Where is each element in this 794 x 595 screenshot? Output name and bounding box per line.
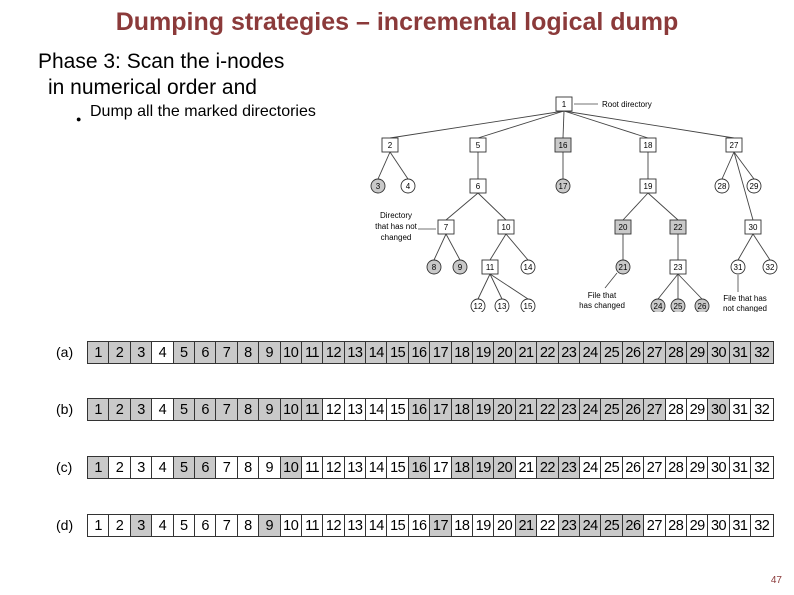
bitmap-cell: 10 <box>281 399 302 420</box>
bitmap-cell: 8 <box>238 342 259 363</box>
bitmap-cell: 30 <box>708 342 729 363</box>
node-label-2: 2 <box>387 141 393 150</box>
node-label-28: 28 <box>717 182 727 191</box>
bitmap-cell: 9 <box>259 399 280 420</box>
tree-edge <box>446 193 478 220</box>
bitmap-cell: 17 <box>430 515 451 536</box>
tree-edge <box>648 193 678 220</box>
tree-edge <box>434 234 446 260</box>
node-label-19: 19 <box>643 182 653 191</box>
bitmap-cell: 12 <box>323 515 344 536</box>
bitmap-cell: 24 <box>580 399 601 420</box>
page-number: 47 <box>770 575 782 586</box>
changed-file-label: has changed <box>579 301 625 310</box>
bitmap-cell: 26 <box>623 399 644 420</box>
tree-edge <box>658 274 678 299</box>
bitmap-cell: 13 <box>345 342 366 363</box>
bitmap-cell: 16 <box>409 342 430 363</box>
changed-file-label: File that <box>587 291 617 300</box>
bitmap-cell: 22 <box>537 399 558 420</box>
bitmap-cell: 1 <box>88 399 109 420</box>
bitmap-cell: 6 <box>195 515 216 536</box>
tree-edge <box>390 152 408 179</box>
bitmap-cell: 7 <box>216 515 237 536</box>
bitmap-cell: 2 <box>109 515 130 536</box>
bitmap-cell: 8 <box>238 399 259 420</box>
node-label-26: 26 <box>697 302 707 311</box>
node-label-16: 16 <box>558 141 568 150</box>
bitmap-cell: 24 <box>580 342 601 363</box>
bitmap-cell: 9 <box>259 342 280 363</box>
bitmap-cell: 21 <box>516 342 537 363</box>
bitmap-cell: 21 <box>516 399 537 420</box>
bitmap-cell: 12 <box>323 342 344 363</box>
bitmap-row <box>87 341 774 364</box>
bitmap-cell: 27 <box>644 342 665 363</box>
bitmap-cell: 31 <box>730 515 751 536</box>
bitmap-cell: 15 <box>387 457 408 478</box>
tree-edge <box>378 152 390 179</box>
bitmap-cell: 17 <box>430 342 451 363</box>
bitmap-row-label: (a) <box>56 344 74 360</box>
bitmap-cell: 17 <box>430 457 451 478</box>
bitmap-cell: 32 <box>751 342 772 363</box>
bitmap-cell: 9 <box>259 515 280 536</box>
bitmap-cell: 18 <box>452 457 473 478</box>
unchanged-file-label: not changed <box>722 304 768 312</box>
node-label-27: 27 <box>729 141 739 150</box>
bitmap-cell: 26 <box>623 342 644 363</box>
bitmap-cell: 26 <box>623 457 644 478</box>
bitmap-cell: 24 <box>580 515 601 536</box>
bitmap-cell: 18 <box>452 342 473 363</box>
node-label-13: 13 <box>497 302 507 311</box>
bitmap-cell: 19 <box>473 342 494 363</box>
bitmap-cell: 32 <box>751 457 772 478</box>
bitmap-cell: 25 <box>601 399 622 420</box>
bitmap-cell: 2 <box>109 399 130 420</box>
bitmap-cell: 10 <box>281 515 302 536</box>
tree-edge <box>564 111 648 138</box>
node-label-23: 23 <box>673 263 683 272</box>
bullet-text: Dump all the marked directories <box>90 103 316 120</box>
tree-edge <box>506 234 528 260</box>
bitmap-cell: 19 <box>473 515 494 536</box>
bitmap-cell: 30 <box>708 515 729 536</box>
node-label-30: 30 <box>748 223 758 232</box>
bitmap-cell: 32 <box>751 399 772 420</box>
bitmap-cell: 9 <box>259 457 280 478</box>
node-label-24: 24 <box>653 302 663 311</box>
tree-edge <box>478 193 506 220</box>
tree-edge <box>446 234 460 260</box>
node-label-7: 7 <box>443 223 449 232</box>
bitmap-cell: 21 <box>516 457 537 478</box>
bitmap-cell: 10 <box>281 457 302 478</box>
bitmap-cell: 14 <box>366 515 387 536</box>
bitmap-cell: 7 <box>216 399 237 420</box>
bitmap-cell: 11 <box>302 342 323 363</box>
bitmap-cell: 23 <box>559 342 580 363</box>
bitmap-cell: 8 <box>238 457 259 478</box>
bitmap-cell: 14 <box>366 457 387 478</box>
bitmap-cell: 19 <box>473 457 494 478</box>
tree-edge <box>563 111 564 138</box>
bitmap-row <box>87 456 774 479</box>
node-label-17: 17 <box>558 182 568 191</box>
tree-edge <box>738 234 753 260</box>
bitmap-cell: 28 <box>666 399 687 420</box>
bitmap-cell: 1 <box>88 457 109 478</box>
bitmap-cell: 24 <box>580 457 601 478</box>
bitmap-cell: 5 <box>174 457 195 478</box>
bitmap-cell: 31 <box>730 457 751 478</box>
bitmap-cell: 22 <box>537 515 558 536</box>
bitmap-cell: 13 <box>345 457 366 478</box>
tree-edge <box>753 234 770 260</box>
bitmap-cell: 11 <box>302 515 323 536</box>
bitmap-cell: 25 <box>601 515 622 536</box>
unchanged-dir-label: Directory <box>379 211 413 220</box>
node-label-8: 8 <box>431 263 437 272</box>
node-label-11: 11 <box>485 263 495 272</box>
bitmap-cell: 18 <box>452 515 473 536</box>
node-label-10: 10 <box>501 223 511 232</box>
changed-file-pointer <box>605 273 617 288</box>
bitmap-cell: 31 <box>730 399 751 420</box>
bitmap-cell: 29 <box>687 399 708 420</box>
node-label-21: 21 <box>618 263 628 272</box>
bitmap-cell: 29 <box>687 342 708 363</box>
tree-edge <box>390 111 564 138</box>
bitmap-cell: 4 <box>152 342 173 363</box>
tree-edge <box>478 111 564 138</box>
bitmap-cell: 32 <box>751 515 772 536</box>
bitmap-cell: 15 <box>387 342 408 363</box>
bitmap-cell: 31 <box>730 342 751 363</box>
bitmap-cell: 2 <box>109 457 130 478</box>
bitmap-cell: 30 <box>708 457 729 478</box>
bitmap-cell: 16 <box>409 457 430 478</box>
tree-edge <box>722 152 734 179</box>
bitmap-cell: 3 <box>131 399 152 420</box>
bitmap-cell: 3 <box>131 342 152 363</box>
bitmap-cell: 23 <box>559 457 580 478</box>
tree-edge <box>478 274 490 299</box>
bitmap-cell: 5 <box>174 342 195 363</box>
bitmap-cell: 2 <box>109 342 130 363</box>
tree-edge <box>678 274 702 299</box>
tree-edge <box>564 111 734 138</box>
bitmap-cell: 18 <box>452 399 473 420</box>
node-label-6: 6 <box>475 182 481 191</box>
unchanged-file-label: File that has <box>723 294 767 303</box>
slide-title: Dumping strategies – incremental logical dump <box>115 8 679 36</box>
bitmap-cell: 22 <box>537 457 558 478</box>
node-label-1: 1 <box>561 100 567 109</box>
bitmap-cell: 6 <box>195 457 216 478</box>
node-label-22: 22 <box>673 223 683 232</box>
unchanged-dir-label: that has not <box>375 222 417 231</box>
bitmap-cell: 27 <box>644 515 665 536</box>
unchanged-dir-label: changed <box>380 233 412 242</box>
bitmap-cell: 25 <box>601 342 622 363</box>
bitmap-row-label: (b) <box>56 401 74 417</box>
bitmap-cell: 25 <box>601 457 622 478</box>
bitmap-cell: 4 <box>152 457 173 478</box>
node-label-4: 4 <box>405 182 411 191</box>
bitmap-cell: 20 <box>494 342 515 363</box>
node-label-15: 15 <box>523 302 533 311</box>
bitmap-cell: 5 <box>174 515 195 536</box>
bitmap-cell: 13 <box>345 515 366 536</box>
bitmap-cell: 27 <box>644 399 665 420</box>
bitmap-cell: 29 <box>687 457 708 478</box>
bitmap-cell: 1 <box>88 342 109 363</box>
node-label-20: 20 <box>618 223 628 232</box>
bitmap-cell: 6 <box>195 399 216 420</box>
bitmap-cell: 20 <box>494 515 515 536</box>
tree-edge <box>734 152 754 179</box>
bitmap-cell: 7 <box>216 342 237 363</box>
bitmap-cell: 20 <box>494 457 515 478</box>
bitmap-cell: 17 <box>430 399 451 420</box>
bitmap-cell: 28 <box>666 342 687 363</box>
bitmap-cell: 4 <box>152 515 173 536</box>
bitmap-cell: 28 <box>666 515 687 536</box>
bitmap-cell: 16 <box>409 515 430 536</box>
bitmap-cell: 30 <box>708 399 729 420</box>
node-label-9: 9 <box>457 263 463 272</box>
bitmap-cell: 7 <box>216 457 237 478</box>
bitmap-row <box>87 398 774 421</box>
bitmap-cell: 14 <box>366 342 387 363</box>
bitmap-cell: 15 <box>387 515 408 536</box>
bitmap-cell: 19 <box>473 399 494 420</box>
node-label-5: 5 <box>475 141 481 150</box>
bitmap-cell: 6 <box>195 342 216 363</box>
node-label-32: 32 <box>765 263 775 272</box>
bitmap-cell: 12 <box>323 399 344 420</box>
bitmap-cell: 20 <box>494 399 515 420</box>
node-label-29: 29 <box>749 182 759 191</box>
bitmap-cell: 16 <box>409 399 430 420</box>
bitmap-cell: 14 <box>366 399 387 420</box>
bitmap-cell: 21 <box>516 515 537 536</box>
bitmap-cell: 4 <box>152 399 173 420</box>
tree-edge <box>623 193 648 220</box>
node-label-12: 12 <box>473 302 483 311</box>
bitmap-cell: 13 <box>345 399 366 420</box>
file-tree-diagram <box>360 92 780 312</box>
node-label-14: 14 <box>523 263 533 272</box>
bitmap-cell: 11 <box>302 399 323 420</box>
bitmap-cell: 10 <box>281 342 302 363</box>
bitmap-cell: 11 <box>302 457 323 478</box>
body-line-2: in numerical order and <box>48 76 257 99</box>
bitmap-row-label: (d) <box>56 517 74 533</box>
bitmap-cell: 3 <box>131 457 152 478</box>
bitmap-cell: 12 <box>323 457 344 478</box>
node-label-25: 25 <box>673 302 683 311</box>
bitmap-row <box>87 514 774 537</box>
bitmap-cell: 27 <box>644 457 665 478</box>
bitmap-cell: 15 <box>387 399 408 420</box>
bitmap-cell: 8 <box>238 515 259 536</box>
node-label-3: 3 <box>375 182 381 191</box>
bitmap-cell: 1 <box>88 515 109 536</box>
bitmap-cell: 29 <box>687 515 708 536</box>
root-directory-label: Root directory <box>602 100 652 109</box>
bitmap-cell: 23 <box>559 515 580 536</box>
bitmap-row-label: (c) <box>56 459 73 475</box>
bitmap-cell: 22 <box>537 342 558 363</box>
node-label-31: 31 <box>733 263 743 272</box>
bitmap-cell: 3 <box>131 515 152 536</box>
bitmap-cell: 5 <box>174 399 195 420</box>
tree-edge <box>490 234 506 260</box>
bitmap-cell: 26 <box>623 515 644 536</box>
node-label-18: 18 <box>643 141 653 150</box>
body-line-1: Phase 3: Scan the i-nodes <box>38 50 285 73</box>
bullet-icon: ● <box>76 114 82 124</box>
bitmap-cell: 23 <box>559 399 580 420</box>
bitmap-cell: 28 <box>666 457 687 478</box>
